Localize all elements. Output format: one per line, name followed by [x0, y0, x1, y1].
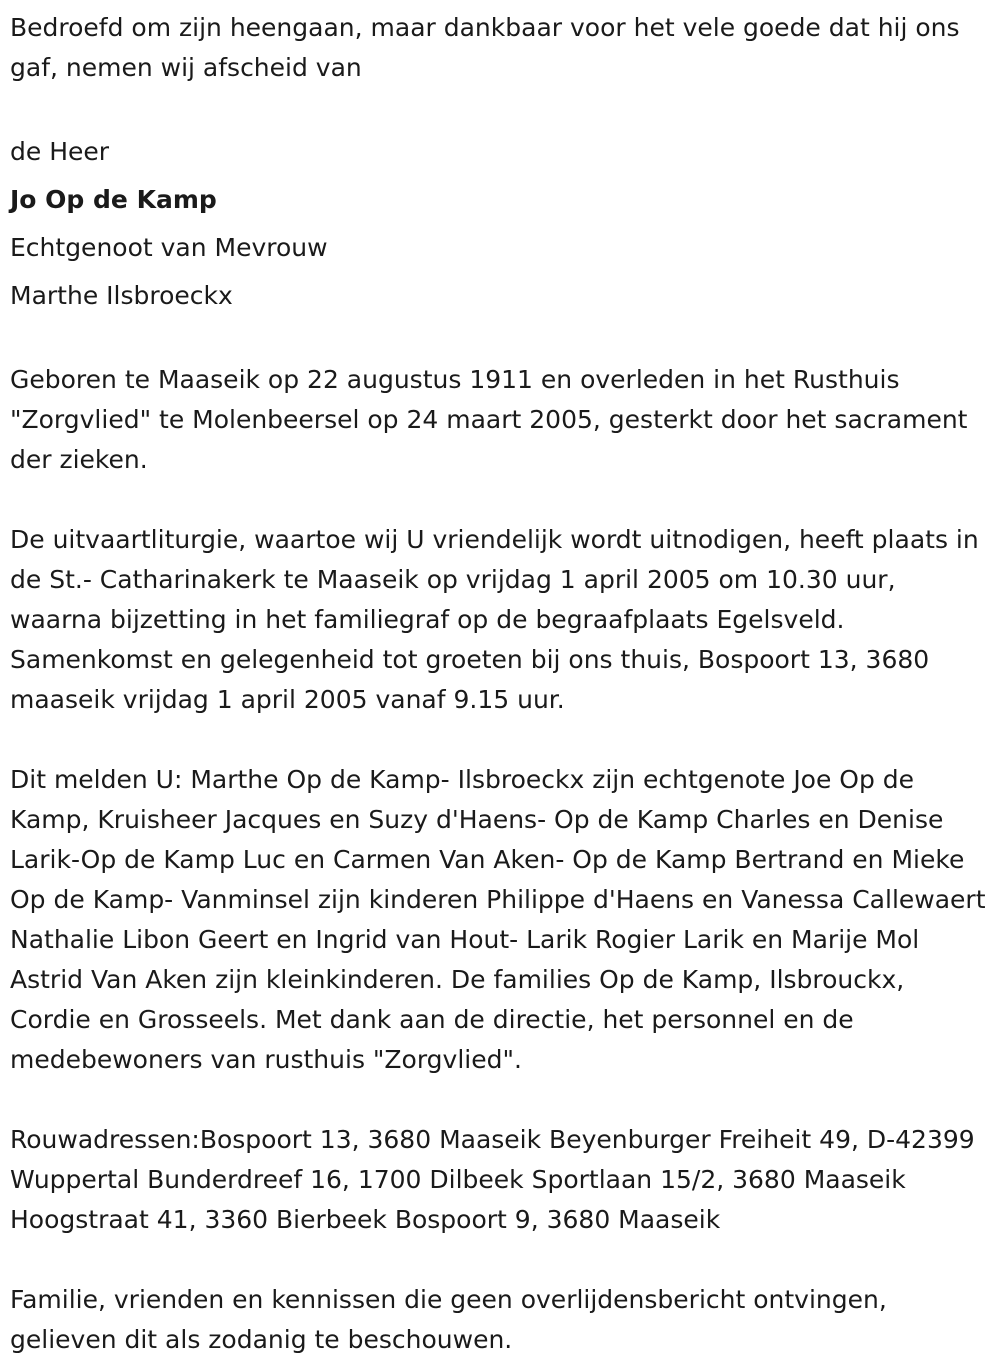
- funeral-text: De uitvaartliturgie, waartoe wij U vriendelijk wordt uitnodigen, heeft plaats in de St.- Catharinakerk te Maaseik op vrijdag 1 april 2005 om 10.30 uur, waarna bijzetting in het familiegraf op de begraafplaats Egelsveld. Samenkomst en gelegenheid tot groeten bij ons thuis, Bospoort 13, 3680 maaseik vrijdag 1 april 2005 vanaf 9.15 uur.: [10, 525, 979, 714]
- addresses-text: Rouwadressen:Bospoort 13, 3680 Maaseik Beyenburger Freiheit 49, D-42399 Wuppertal Bunderdreef 16, 1700 Dilbeek Sportlaan 15/2, 3680 Maaseik Hoogstraat 41, 3360 Bierbeek Bospoort 9, 3680 Maaseik: [10, 1125, 975, 1234]
- honorific: de Heer: [10, 137, 110, 166]
- intro-text: Bedroefd om zijn heengaan, maar dankbaar voor het vele goede dat hij ons gaf, nemen wij afscheid van: [10, 13, 960, 82]
- spouse-line-2: Marthe Ilsbroeckx: [10, 281, 233, 310]
- deceased-name: Jo Op de Kamp: [10, 185, 217, 214]
- birth-death-text: Geboren te Maaseik op 22 augustus 1911 en overleden in het Rusthuis "Zorgvlied" te Molenbeersel op 24 maart 2005, gesterkt door het sacrament der zieken.: [10, 365, 968, 474]
- closing-text: Familie, vrienden en kennissen die geen overlijdensbericht ontvingen, gelieven dit als zodanig te beschouwen.: [10, 1285, 887, 1354]
- announcement-text: Dit melden U: Marthe Op de Kamp- Ilsbroeckx zijn echtgenote Joe Op de Kamp, Kruisheer Jacques en Suzy d'Haens- Op de Kamp Charles en Denise Larik-Op de Kamp Luc en Carmen Van Aken- Op de Kamp Bertrand en Mieke Op de Kamp- Vanminsel zijn kinderen Philippe d'Haens en Vanessa Callewaert Nathalie Libon Geert en Ingrid van Hout- Larik Rogier Larik en Marije Mol Astrid Van Aken zijn kleinkinderen. De families Op de Kamp, Ilsbrouckx, Cordie en Grosseels. Met dank aan de directie, het personnel en de medebewoners van rusthuis "Zorgvlied".: [10, 765, 986, 1074]
- spouse-line-1: Echtgenoot van Mevrouw: [10, 233, 328, 262]
